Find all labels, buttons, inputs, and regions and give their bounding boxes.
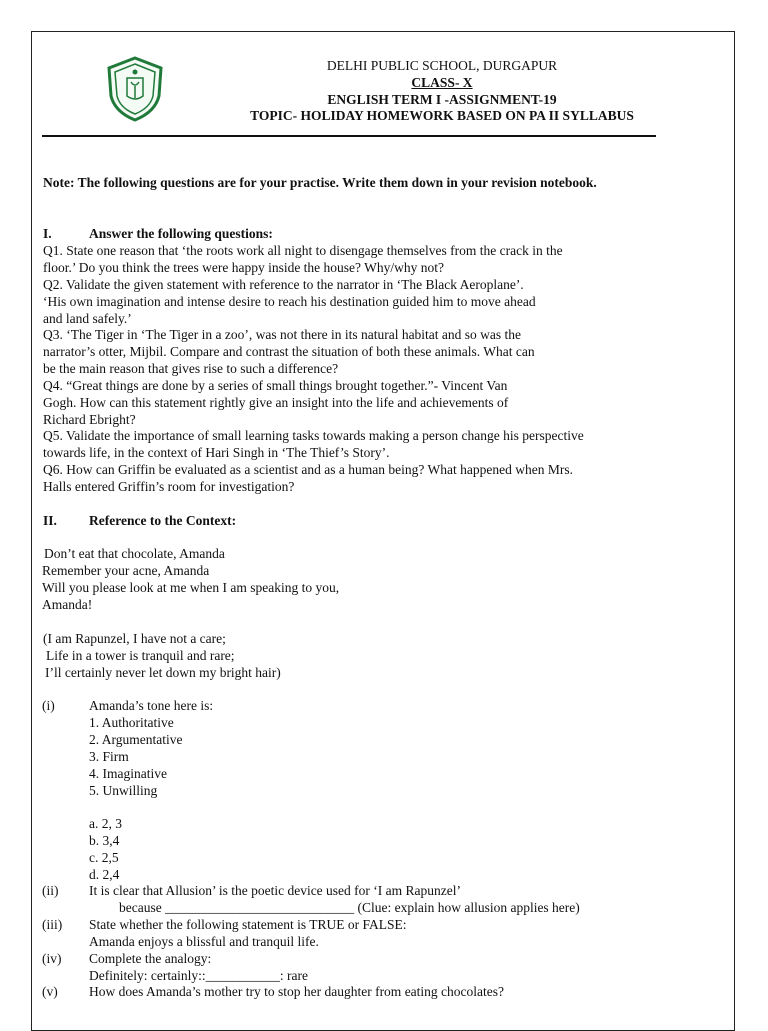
choice-item: b. 3,4 xyxy=(89,833,120,848)
class-title: CLASS- X xyxy=(411,75,473,90)
question-number: (iii) xyxy=(42,917,63,932)
poem-line: Amanda! xyxy=(42,597,93,612)
note-text: Note: The following questions are for your practise. Write them down in your revision notebook. xyxy=(43,175,597,190)
poem-line: Will you please look at me when I am speaking to you, xyxy=(42,580,340,595)
question-line: and land safely.’ xyxy=(43,311,132,326)
question-line: Gogh. How can this statement rightly give an insight into the life and achievements of xyxy=(43,395,509,410)
question-number: (ii) xyxy=(42,883,59,898)
choice-item: a. 2, 3 xyxy=(89,816,122,831)
question-line: ‘His own imagination and intense desire to reach his destination guided him to move ahead xyxy=(43,294,536,309)
question-line: Q4. “Great things are done by a series of small things brought together.”- Vincent Van xyxy=(43,378,508,393)
question-text: How does Amanda’s mother try to stop her daughter from eating chocolates? xyxy=(89,984,505,999)
section1-title: Answer the following questions: xyxy=(89,226,273,241)
option-item: 4. Imaginative xyxy=(89,766,167,781)
question-line: be the main reason that gives rise to such a difference? xyxy=(43,361,339,376)
question-line: Q3. ‘The Tiger in ‘The Tiger in a zoo’, was not there in its natural habitat and so was the xyxy=(43,327,522,342)
worksheet-page xyxy=(31,31,735,1031)
section2-title: Reference to the Context: xyxy=(89,513,237,528)
poem-line: (I am Rapunzel, I have not a care; xyxy=(43,631,226,646)
question-number: (v) xyxy=(42,984,58,999)
section1-number: I. xyxy=(43,226,52,241)
option-item: 2. Argumentative xyxy=(89,732,183,747)
question-text: It is clear that Allusion’ is the poetic device used for ‘I am Rapunzel’ xyxy=(89,883,462,898)
poem-line: Don’t eat that chocolate, Amanda xyxy=(44,546,225,561)
question-line: Halls entered Griffin’s room for investigation? xyxy=(43,479,295,494)
topic-title: TOPIC- HOLIDAY HOMEWORK BASED ON PA II SYLLABUS xyxy=(250,108,634,123)
choice-item: d. 2,4 xyxy=(89,867,120,882)
option-item: 3. Firm xyxy=(89,749,129,764)
question-line: Q6. How can Griffin be evaluated as a scientist and as a human being? What happened when Mrs. xyxy=(43,462,573,477)
question-text: Definitely: certainly::___________: rare xyxy=(89,968,308,983)
question-line: Richard Ebright? xyxy=(43,412,136,427)
option-item: 5. Unwilling xyxy=(89,783,158,798)
question-text: because ____________________________ (Clue: explain how allusion applies here) xyxy=(119,900,580,915)
question-line: Q1. State one reason that ‘the roots work all night to disengage themselves from the crack in the xyxy=(43,243,563,258)
choice-item: c. 2,5 xyxy=(89,850,119,865)
question-text: Amanda enjoys a blissful and tranquil life. xyxy=(89,934,319,949)
question-line: Q5. Validate the importance of small learning tasks towards making a person change his perspective xyxy=(43,428,584,443)
assignment-title: ENGLISH TERM I -ASSIGNMENT-19 xyxy=(327,92,557,107)
question-text: State whether the following statement is TRUE or FALSE: xyxy=(89,917,407,932)
question-line: floor.’ Do you think the trees were happy inside the house? Why/why not? xyxy=(43,260,445,275)
school-name: DELHI PUBLIC SCHOOL, DURGAPUR xyxy=(326,58,558,73)
question-line: towards life, in the context of Hari Singh in ‘The Thief’s Story’. xyxy=(43,445,390,460)
question-text: Amanda’s tone here is: xyxy=(89,698,214,713)
poem-line: Remember your acne, Amanda xyxy=(42,563,210,578)
poem-line: Life in a tower is tranquil and rare; xyxy=(46,648,235,663)
question-number: (iv) xyxy=(42,951,62,966)
header-divider xyxy=(42,135,656,137)
option-item: 1. Authoritative xyxy=(89,715,174,730)
section2-number: II. xyxy=(43,513,57,528)
question-line: Q2. Validate the given statement with reference to the narrator in ‘The Black Aeroplane’. xyxy=(43,277,524,292)
question-number: (i) xyxy=(42,698,55,713)
poem-line: I’ll certainly never let down my bright hair) xyxy=(45,665,281,680)
question-line: narrator’s otter, Mijbil. Compare and contrast the situation of both these animals. What can xyxy=(43,344,535,359)
question-text: Complete the analogy: xyxy=(89,951,212,966)
